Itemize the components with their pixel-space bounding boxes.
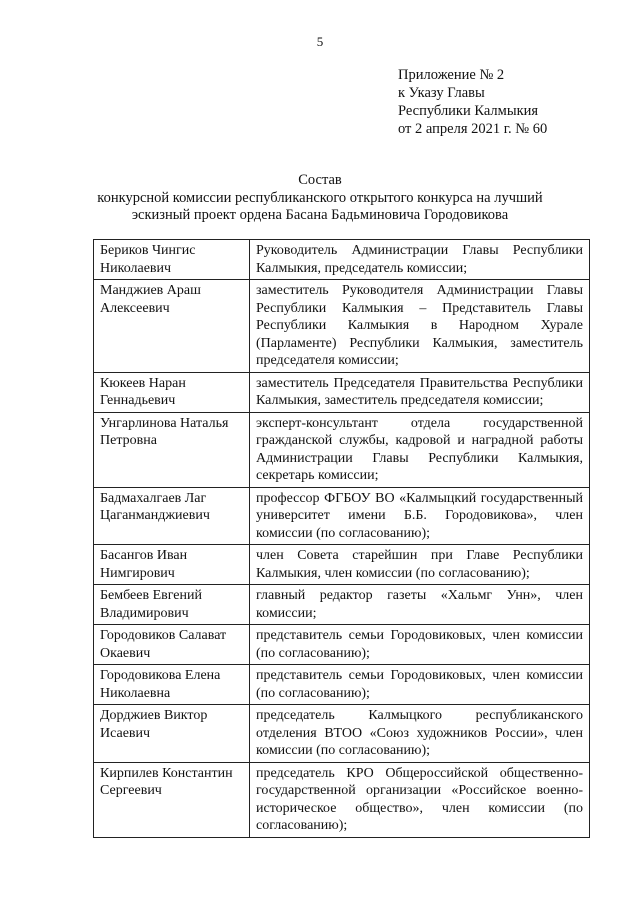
member-name: Манджиев Араш Алексеевич [94,280,250,373]
member-name: Басангов Иван Нимгирович [94,545,250,585]
member-role: Руководитель Администрации Главы Республики Калмыкия, председатель комиссии; [250,240,590,280]
title-line: эскизный проект ордена Басана Бадьминовича Городовикова [131,207,509,223]
table-row [94,240,590,280]
member-role: член Совета старейшин при Главе Республики Калмыкия, член комиссии (по согласованию); [250,545,590,585]
appendix-line: от 2 апреля 2021 г. № 60 [398,121,548,137]
appendix-header [398,66,547,138]
member-name: Городовикова Елена Николаевна [94,665,250,705]
page-number: 5 [316,34,324,49]
member-name: Бадмахалгаев Лаг Цаганманджиевич [94,487,250,545]
table-row [94,585,590,625]
member-name: Кирпилев Константин Сергеевич [94,762,250,837]
member-role: представитель семьи Городовиковых, член комиссии (по согласованию); [250,665,590,705]
member-name: Кюкеев Наран Геннадьевич [94,372,250,412]
table-row [94,625,590,665]
table-row [94,545,590,585]
commission-members-table [93,239,590,838]
member-role: заместитель Председателя Правительства Республики Калмыкия, заместитель председателя комиссии; [250,372,590,412]
table-row [94,705,590,763]
member-role: представитель семьи Городовиковых, член комиссии (по согласованию); [250,625,590,665]
table-row [94,280,590,373]
appendix-line: Приложение № 2 [398,67,505,83]
member-name: Унгарлинова Наталья Петровна [94,412,250,487]
member-role: председатель Калмыцкого республиканского отделения ВТОО «Союз художников России», член комиссии (по согласованию); [250,705,590,763]
appendix-line: к Указу Главы [398,85,485,101]
member-role: профессор ФГБОУ ВО «Калмыцкий государственный университет имени Б.Б. Городовикова», член комиссии (по согласованию); [250,487,590,545]
member-name: Дорджиев Виктор Исаевич [94,705,250,763]
member-name: Бембеев Евгений Владимирович [94,585,250,625]
table-row [94,487,590,545]
member-role: заместитель Руководителя Администрации Главы Республики Калмыкия – Представитель Главы Республики Калмыкия в Народном Хурале (Парламенте) Республики Калмыкия, заместитель председателя комиссии; [250,280,590,373]
table-row [94,665,590,705]
title-line: Состав [298,172,342,188]
appendix-line: Республики Калмыкия [398,103,539,119]
table-row [94,372,590,412]
document-title [0,172,640,225]
member-name: Бериков Чингис Николаевич [94,240,250,280]
member-name: Городовиков Салават Окаевич [94,625,250,665]
member-role: главный редактор газеты «Хальмг Унн», член комиссии; [250,585,590,625]
member-role: председатель КРО Общероссийской общественно-государственной организации «Российское военно-историческое общество», член комиссии (по согласованию); [250,762,590,837]
table-row [94,762,590,837]
member-role: эксперт-консультант отдела государственной гражданской службы, кадровой и наградной работы Администрации Главы Республики Калмыкия, секретарь комиссии; [250,412,590,487]
table-row [94,412,590,487]
title-line: конкурсной комиссии республиканского открытого конкурса на лучший [97,189,543,206]
